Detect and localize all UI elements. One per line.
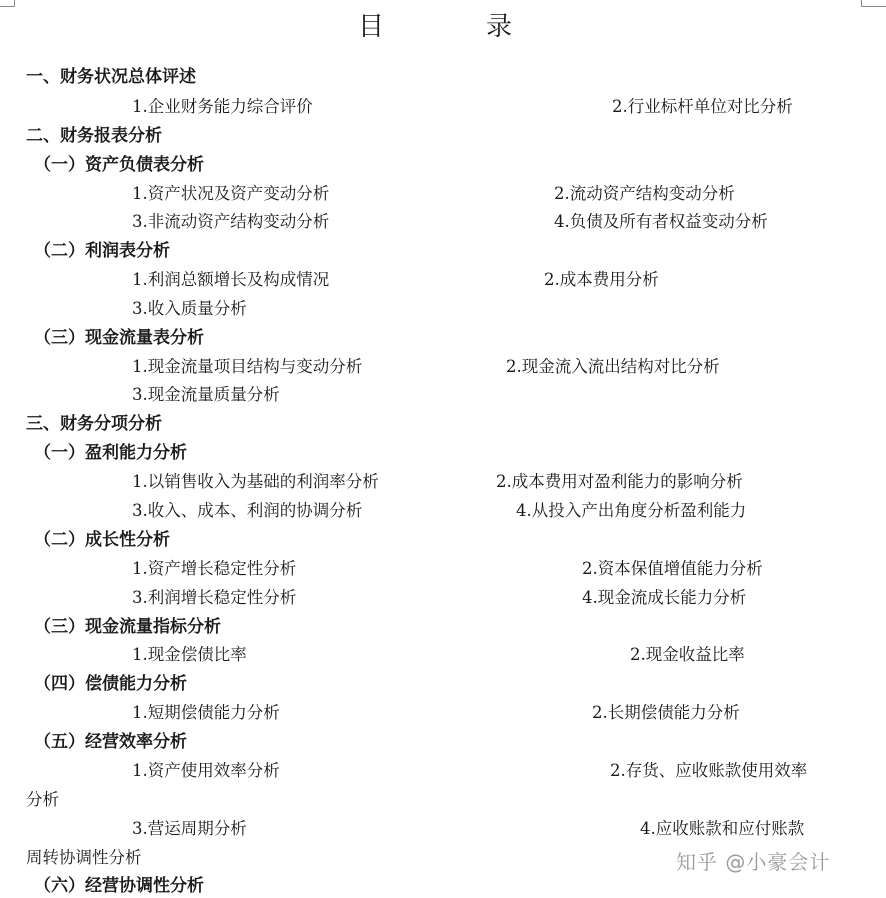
toc-subheading: （五）经营效率分析 [34,732,187,752]
toc-item-wrap: 分析 [26,790,59,809]
page-title-char-1: 目 [358,12,387,42]
toc-item: 1.资产状况及资产变动分析 [132,184,330,203]
toc-item: 1.现金流量项目结构与变动分析 [132,357,363,376]
toc-item: 2.成本费用对盈利能力的影响分析 [496,472,743,491]
toc-heading-1: 一、财务状况总体评述 [26,67,196,87]
toc-item: 4.应收账款和应付账款 [640,819,805,838]
toc-item: 3.利润增长稳定性分析 [132,588,297,607]
page-title-char-2: 录 [486,12,515,42]
toc-item: 1.以销售收入为基础的利润率分析 [132,472,379,491]
toc-subheading: （六）经营协调性分析 [34,876,204,896]
toc-item: 3.收入、成本、利润的协调分析 [132,501,363,520]
toc-item: 1.利润总额增长及构成情况 [132,270,330,289]
toc-item: 1.企业财务能力综合评价 [132,97,313,116]
toc-item: 1.资产增长稳定性分析 [132,559,297,578]
toc-item: 2.现金收益比率 [630,645,745,664]
watermark: 知乎 @小豪会计 [676,850,831,874]
toc-subheading: （二）成长性分析 [34,530,170,550]
page-corner-mark-left [0,0,15,7]
toc-item: 2.资本保值增值能力分析 [582,559,763,578]
toc-subheading: （一）资产负债表分析 [34,155,204,175]
toc-item: 3.现金流量质量分析 [132,385,280,404]
toc-item: 2.现金流入流出结构对比分析 [506,357,720,376]
toc-subheading: （一）盈利能力分析 [34,443,187,463]
toc-item: 3.非流动资产结构变动分析 [132,212,330,231]
toc-subheading: （四）偿债能力分析 [34,674,187,694]
toc-item-wrap: 周转协调性分析 [26,848,142,867]
toc-subheading: （三）现金流量表分析 [34,328,204,348]
toc-subheading: （二）利润表分析 [34,241,170,261]
toc-item: 3.营运周期分析 [132,819,247,838]
toc-item: 2.行业标杆单位对比分析 [612,97,793,116]
toc-item: 2.流动资产结构变动分析 [554,184,735,203]
page-corner-mark-right [861,0,886,7]
toc-heading-2: 二、财务报表分析 [26,126,162,146]
toc-item: 2.长期偿债能力分析 [592,703,740,722]
toc-item: 4.从投入产出角度分析盈利能力 [516,501,747,520]
toc-heading-3: 三、财务分项分析 [26,414,162,434]
toc-item: 3.收入质量分析 [132,299,247,318]
toc-item: 1.现金偿债比率 [132,645,247,664]
toc-item: 4.负债及所有者权益变动分析 [554,212,768,231]
toc-subheading: （三）现金流量指标分析 [34,617,221,637]
toc-item: 2.成本费用分析 [544,270,659,289]
toc-item: 2.存货、应收账款使用效率 [610,761,808,780]
toc-item: 1.短期偿债能力分析 [132,703,280,722]
toc-item: 1.资产使用效率分析 [132,761,280,780]
toc-item: 4.现金流成长能力分析 [582,588,747,607]
